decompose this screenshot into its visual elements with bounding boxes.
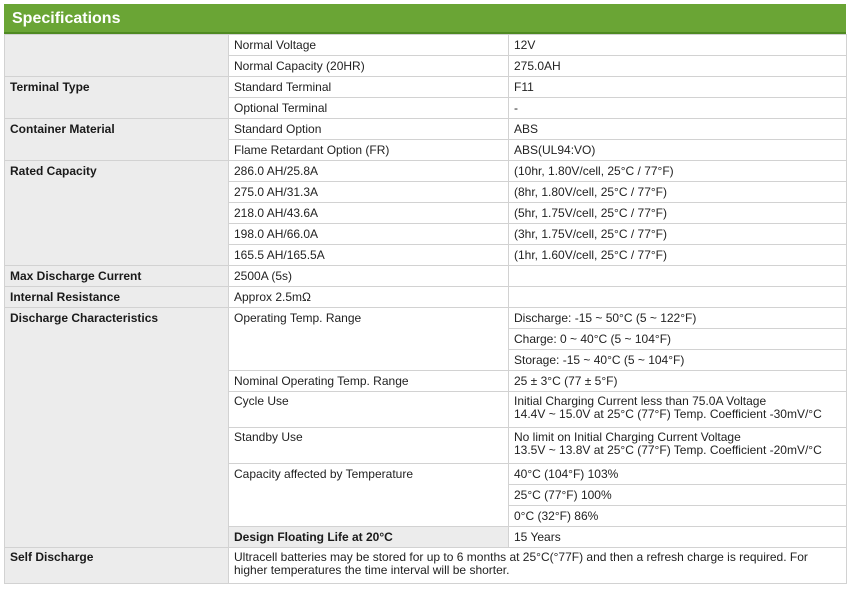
nominal-capacity-label: Normal Capacity (20HR) [229,56,509,77]
rated-capacity-label: Rated Capacity [5,161,229,266]
self-discharge-line-1: Ultracell batteries may be stored for up to 6 months at 25°C(°77F) and then a refresh charge is required. For [234,550,808,564]
capacity-temp-label: Capacity affected by Temperature [229,464,509,527]
internal-resistance-value: Approx 2.5mΩ [229,287,509,308]
self-discharge-label: Self Discharge [5,548,229,584]
empty-cell [509,287,847,308]
capacity-temp-value: 40°C (104°F) 103% [509,464,847,485]
design-life-value: 15 Years [509,527,847,548]
rated-capacity-condition: (8hr, 1.80V/cell, 25°C / 77°F) [509,182,847,203]
terminal-type-label: Terminal Type [5,77,229,119]
internal-resistance-label: Internal Resistance [5,287,229,308]
table-row [5,548,847,584]
capacity-temp-value: 25°C (77°F) 100% [509,485,847,506]
standby-use-value [509,428,847,464]
nominal-capacity-value: 275.0AH [509,56,847,77]
standby-use-line-2: 13.5V ~ 13.8V at 25°C (77°F) Temp. Coefficient -20mV/°C [514,443,822,457]
standby-use-line-1: No limit on Initial Charging Current Voltage [514,430,741,444]
rated-capacity-condition: (3hr, 1.75V/cell, 25°C / 77°F) [509,224,847,245]
nominal-operating-label: Nominal Operating Temp. Range [229,371,509,392]
operating-temp-label: Operating Temp. Range [229,308,509,371]
self-discharge-value [229,548,847,584]
rated-capacity-value: 165.5 AH/165.5A [229,245,509,266]
nominal-operating-value: 25 ± 3°C (77 ± 5°F) [509,371,847,392]
rated-capacity-condition: (1hr, 1.60V/cell, 25°C / 77°F) [509,245,847,266]
cycle-use-line-1: Initial Charging Current less than 75.0A Voltage [514,394,767,408]
empty-cell [509,266,847,287]
discharge-characteristics-label: Discharge Characteristics [5,308,229,548]
nominal-voltage-value: 12V [509,35,847,56]
nominal-voltage-label: Normal Voltage [229,35,509,56]
specifications-table [4,34,847,584]
table-row [5,287,847,308]
specifications-header: Specifications [4,4,846,34]
self-discharge-line-2: higher temperatures the time interval will be shorter. [234,563,510,577]
max-discharge-label: Max Discharge Current [5,266,229,287]
operating-temp-discharge: Discharge: -15 ~ 50°C (5 ~ 122°F) [509,308,847,329]
container-material-label: Container Material [5,119,229,161]
rated-capacity-value: 198.0 AH/66.0A [229,224,509,245]
flame-retardant-value: ABS(UL94:VO) [509,140,847,161]
max-discharge-value: 2500A (5s) [229,266,509,287]
blank-label-cell [5,35,229,77]
table-row [5,119,847,140]
capacity-temp-value: 0°C (32°F) 86% [509,506,847,527]
table-row [5,35,847,56]
rated-capacity-condition: (10hr, 1.80V/cell, 25°C / 77°F) [509,161,847,182]
cycle-use-value [509,392,847,428]
standard-option-label: Standard Option [229,119,509,140]
design-life-label: Design Floating Life at 20°C [229,527,509,548]
rated-capacity-condition: (5hr, 1.75V/cell, 25°C / 77°F) [509,203,847,224]
optional-terminal-label: Optional Terminal [229,98,509,119]
standard-terminal-label: Standard Terminal [229,77,509,98]
flame-retardant-label: Flame Retardant Option (FR) [229,140,509,161]
optional-terminal-value: - [509,98,847,119]
table-row [5,308,847,329]
cycle-use-label: Cycle Use [229,392,509,428]
cycle-use-line-2: 14.4V ~ 15.0V at 25°C (77°F) Temp. Coefficient -30mV/°C [514,407,822,421]
standby-use-label: Standby Use [229,428,509,464]
rated-capacity-value: 218.0 AH/43.6A [229,203,509,224]
table-row [5,77,847,98]
rated-capacity-value: 275.0 AH/31.3A [229,182,509,203]
table-row [5,266,847,287]
standard-option-value: ABS [509,119,847,140]
standard-terminal-value: F11 [509,77,847,98]
table-row [5,161,847,182]
operating-temp-charge: Charge: 0 ~ 40°C (5 ~ 104°F) [509,329,847,350]
operating-temp-storage: Storage: -15 ~ 40°C (5 ~ 104°F) [509,350,847,371]
rated-capacity-value: 286.0 AH/25.8A [229,161,509,182]
